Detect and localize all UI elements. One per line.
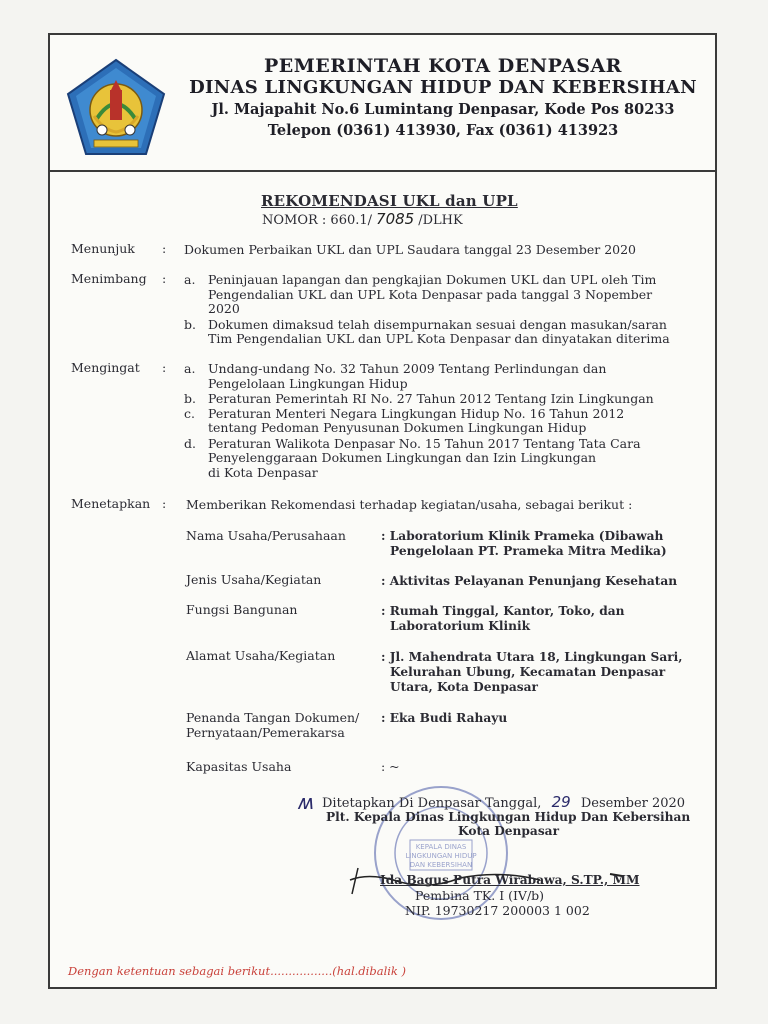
menimbang-marker-a: a.	[184, 272, 196, 287]
field-label-alamat: Alamat Usaha/Kegiatan	[186, 648, 336, 663]
field-value-fungsi-bangunan: : Rumah Tinggal, Kantor, Toko, dan	[381, 604, 625, 618]
document-number	[262, 210, 463, 228]
colon: :	[162, 496, 167, 511]
document-number-prefix: NOMOR : 660.1/	[262, 213, 373, 228]
menunjuk-text: Dokumen Perbaikan UKL dan UPL Saudara tanggal 23 Desember 2020	[184, 242, 637, 257]
menimbang-a-line2: Pengendalian UKL dan UPL Kota Denpasar pada tanggal 3 Nopember	[208, 287, 653, 302]
menimbang-a-line3: 2020	[208, 301, 240, 316]
mengingat-d-line3: di Kota Denpasar	[208, 465, 318, 480]
svg-text:DAN KEBERSIHAN: DAN KEBERSIHAN	[409, 861, 473, 869]
field-value-alamat-line3: Utara, Kota Denpasar	[390, 680, 538, 694]
menetapkan-text: Memberikan Rekomendasi terhadap kegiatan/usaha, sebagai berikut :	[186, 497, 633, 512]
field-value-penanda-tangan: : Eka Budi Rahayu	[381, 711, 508, 725]
colon: :	[162, 271, 167, 286]
field-value-nama-usaha-line2: Pengelolaan PT. Prameka Mitra Medika)	[390, 544, 667, 558]
label-mengingat: Mengingat	[71, 360, 140, 375]
mengingat-marker-d: d.	[184, 436, 196, 451]
field-label-penanda-tangan: Penanda Tangan Dokumen/	[186, 710, 360, 725]
field-value-jenis-usaha: : Aktivitas Pelayanan Penunjang Kesehatan	[381, 574, 678, 588]
mengingat-marker-b: b.	[184, 391, 196, 406]
document-number-suffix: /DLHK	[418, 213, 463, 228]
letterhead-address: Jl. Majapahit No.6 Lumintang Denpasar, Kode Pos 80233	[211, 101, 675, 118]
label-menimbang: Menimbang	[71, 271, 147, 286]
bulan-tahun: Desember 2020	[580, 796, 686, 811]
document-title: REKOMENDASI UKL dan UPL	[261, 192, 518, 210]
field-value-alamat: : Jl. Mahendrata Utara 18, Lingkungan Sari,	[381, 650, 683, 664]
field-value-alamat-line2: Kelurahan Ubung, Kecamatan Denpasar	[390, 665, 666, 679]
field-value-nama-usaha: : Laboratorium Klinik Prameka (Dibawah	[381, 529, 664, 543]
colon: :	[162, 360, 167, 375]
mengingat-marker-c: c.	[184, 406, 195, 421]
letterhead-government: PEMERINTAH KOTA DENPASAR	[264, 55, 622, 77]
ditetapkan-line	[322, 795, 685, 811]
letterhead	[178, 55, 708, 141]
mengingat-marker-a: a.	[184, 361, 196, 376]
footer-note: Dengan ketentuan sebagai berikut.................(hal.dibalik )	[68, 964, 407, 978]
tanggal-handwritten: 29	[551, 793, 571, 811]
field-value-kapasitas: : ~	[381, 759, 400, 774]
mengingat-b-line1: Peraturan Pemerintah RI No. 27 Tahun 2012 Tentang Izin Lingkungan	[208, 391, 654, 406]
jabatan-line1: Plt. Kepala Dinas Lingkungan Hidup Dan Kebersihan	[326, 810, 691, 824]
label-menunjuk: Menunjuk	[71, 241, 135, 256]
mengingat-a-line2: Pengelolaan Lingkungan Hidup	[208, 376, 408, 391]
mengingat-c-line1: Peraturan Menteri Negara Lingkungan Hidup No. 16 Tahun 2012	[208, 406, 625, 421]
ditetapkan-text: Ditetapkan Di Denpasar Tanggal,	[322, 796, 542, 811]
field-label-penanda-tangan-line2: Pernyataan/Pemerakarsa	[186, 725, 345, 740]
mengingat-d-line2: Penyelenggaraan Dokumen Lingkungan dan Izin Lingkungan	[208, 450, 597, 465]
letterhead-phone: Telepon (0361) 413930, Fax (0361) 413923	[267, 122, 619, 139]
field-label-kapasitas: Kapasitas Usaha	[186, 759, 292, 774]
menimbang-marker-b: b.	[184, 317, 196, 332]
svg-text:KEPALA DINAS: KEPALA DINAS	[415, 843, 467, 851]
city-emblem-logo	[64, 58, 168, 158]
label-menetapkan: Menetapkan	[71, 496, 151, 511]
mengingat-a-line1: Undang-undang No. 32 Tahun 2009 Tentang Perlindungan dan	[208, 361, 607, 376]
field-label-jenis-usaha: Jenis Usaha/Kegiatan	[186, 572, 322, 587]
signatory-name: Ida Bagus Putra Wirabawa, S.TP., MM	[380, 873, 640, 887]
signatory-nip: NIP. 19730217 200003 1 002	[405, 903, 590, 918]
field-label-nama-usaha: Nama Usaha/Perusahaan	[186, 528, 346, 543]
colon: :	[162, 241, 167, 256]
field-value-fungsi-bangunan-line2: Laboratorium Klinik	[390, 619, 531, 633]
menimbang-a-line1: Peninjauan lapangan dan pengkajian Dokumen UKL dan UPL oleh Tim	[208, 272, 657, 287]
document-number-handwritten: 7085	[376, 210, 415, 228]
svg-text:LINGKUNGAN HIDUP: LINGKUNGAN HIDUP	[405, 852, 477, 860]
letterhead-agency: DINAS LINGKUNGAN HIDUP DAN KEBERSIHAN	[189, 77, 697, 98]
menimbang-b-line1: Dokumen dimaksud telah disempurnakan sesuai dengan masukan/saran	[208, 317, 667, 332]
paraf-mark: ʍ	[298, 790, 315, 814]
mengingat-d-line1: Peraturan Walikota Denpasar No. 15 Tahun 2017 Tentang Tata Cara	[208, 436, 641, 451]
field-label-fungsi-bangunan: Fungsi Bangunan	[186, 602, 298, 617]
header-divider	[50, 170, 716, 172]
jabatan-line2: Kota Denpasar	[458, 824, 560, 838]
mengingat-c-line2: tentang Pedoman Penyusunan Dokumen Lingkungan Hidup	[208, 420, 587, 435]
menimbang-b-line2: Tim Pengendalian UKL dan UPL Kota Denpasar dan dinyatakan diterima	[208, 331, 670, 346]
signatory-rank: Pembina TK. I (IV/b)	[415, 888, 545, 903]
